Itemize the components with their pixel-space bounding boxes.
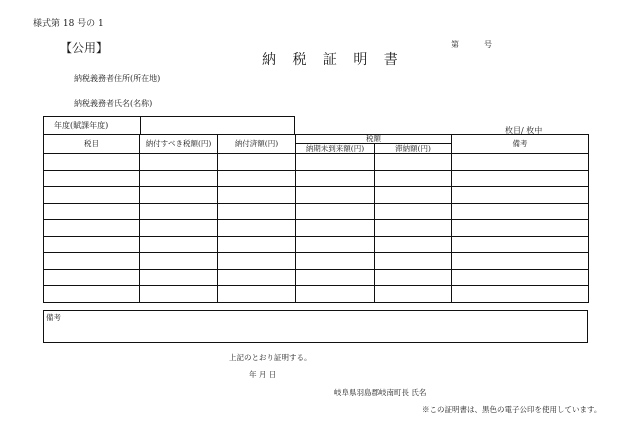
table-cell <box>218 253 296 270</box>
table-cell <box>296 253 375 270</box>
table-cell <box>44 253 140 270</box>
table-row <box>44 236 589 253</box>
col-tax-due: 納付すべき税額(円) <box>140 135 218 154</box>
col-tax-amount: 税額 <box>296 135 452 144</box>
table-cell <box>452 286 589 303</box>
table-cell <box>375 236 452 253</box>
table-cell <box>375 253 452 270</box>
col-remarks: 備考 <box>452 135 589 154</box>
table-row <box>44 286 589 303</box>
document-title: 納 税 証 明 書 <box>262 52 404 68</box>
table-cell <box>218 220 296 237</box>
tax-table <box>43 134 589 303</box>
table-cell <box>452 154 589 171</box>
table-cell <box>452 203 589 220</box>
table-cell <box>375 187 452 204</box>
table-cell <box>452 236 589 253</box>
form-number: 様式第 18 号の 1 <box>33 19 104 29</box>
table-row <box>44 253 589 270</box>
table-cell <box>296 203 375 220</box>
table-cell <box>296 269 375 286</box>
fiscal-year-box <box>43 116 295 135</box>
table-cell <box>452 253 589 270</box>
table-cell <box>140 170 218 187</box>
table-cell <box>44 154 140 171</box>
table-cell <box>375 170 452 187</box>
table-cell <box>296 187 375 204</box>
table-cell <box>296 286 375 303</box>
table-cell <box>452 269 589 286</box>
table-cell <box>218 203 296 220</box>
table-cell <box>140 253 218 270</box>
fiscal-year-label: 年度(賦課年度) <box>54 121 109 130</box>
fiscal-year-divider <box>140 117 141 134</box>
table-row <box>44 154 589 171</box>
table-cell <box>452 170 589 187</box>
table-cell <box>44 286 140 303</box>
table-cell <box>296 154 375 171</box>
issuer-line: 岐阜県羽島郡岐南町長 氏名 <box>334 388 427 397</box>
table-cell <box>452 220 589 237</box>
table-cell <box>44 170 140 187</box>
table-cell <box>140 154 218 171</box>
table-cell <box>140 286 218 303</box>
table-cell <box>44 187 140 204</box>
table-cell <box>140 220 218 237</box>
certification-text: 上記のとおり証明する。 <box>229 353 312 362</box>
page-count-label: 枚目/ 枚中 <box>505 126 543 135</box>
table-cell <box>218 154 296 171</box>
table-cell <box>218 187 296 204</box>
table-cell <box>218 286 296 303</box>
remarks-label: 備考 <box>46 313 61 322</box>
table-cell <box>296 236 375 253</box>
seal-note: ※この証明書は、黒色の電子公印を使用しています。 <box>422 405 602 414</box>
table-cell <box>44 203 140 220</box>
table-cell <box>140 269 218 286</box>
table-cell <box>296 170 375 187</box>
table-cell <box>375 269 452 286</box>
number-suffix: 号 <box>484 40 492 49</box>
table-cell <box>44 236 140 253</box>
public-use-label: 【公用】 <box>60 41 109 55</box>
table-row <box>44 170 589 187</box>
table-cell <box>218 236 296 253</box>
table-cell <box>375 286 452 303</box>
col-tax-paid: 納付済額(円) <box>218 135 296 154</box>
table-cell <box>140 203 218 220</box>
table-cell <box>375 203 452 220</box>
table-row <box>44 269 589 286</box>
col-tax-item: 税目 <box>44 135 140 154</box>
table-cell <box>44 269 140 286</box>
table-row <box>44 187 589 204</box>
table-cell <box>218 170 296 187</box>
table-cell <box>375 154 452 171</box>
table-cell <box>140 236 218 253</box>
table-row <box>44 203 589 220</box>
col-delinquent: 滞納額(円) <box>375 144 452 154</box>
table-cell <box>140 187 218 204</box>
table-cell <box>296 220 375 237</box>
table-cell <box>375 220 452 237</box>
number-prefix: 第 <box>451 40 459 49</box>
table-cell <box>218 269 296 286</box>
taxpayer-address-label: 納税義務者住所(所在地) <box>74 74 161 83</box>
remarks-box <box>43 310 588 343</box>
table-cell <box>44 220 140 237</box>
date-line: 年 月 日 <box>249 370 277 379</box>
table-row <box>44 220 589 237</box>
taxpayer-name-label: 納税義務者氏名(名称) <box>74 99 153 108</box>
table-cell <box>452 187 589 204</box>
col-not-due: 納期未到来額(円) <box>296 144 375 154</box>
